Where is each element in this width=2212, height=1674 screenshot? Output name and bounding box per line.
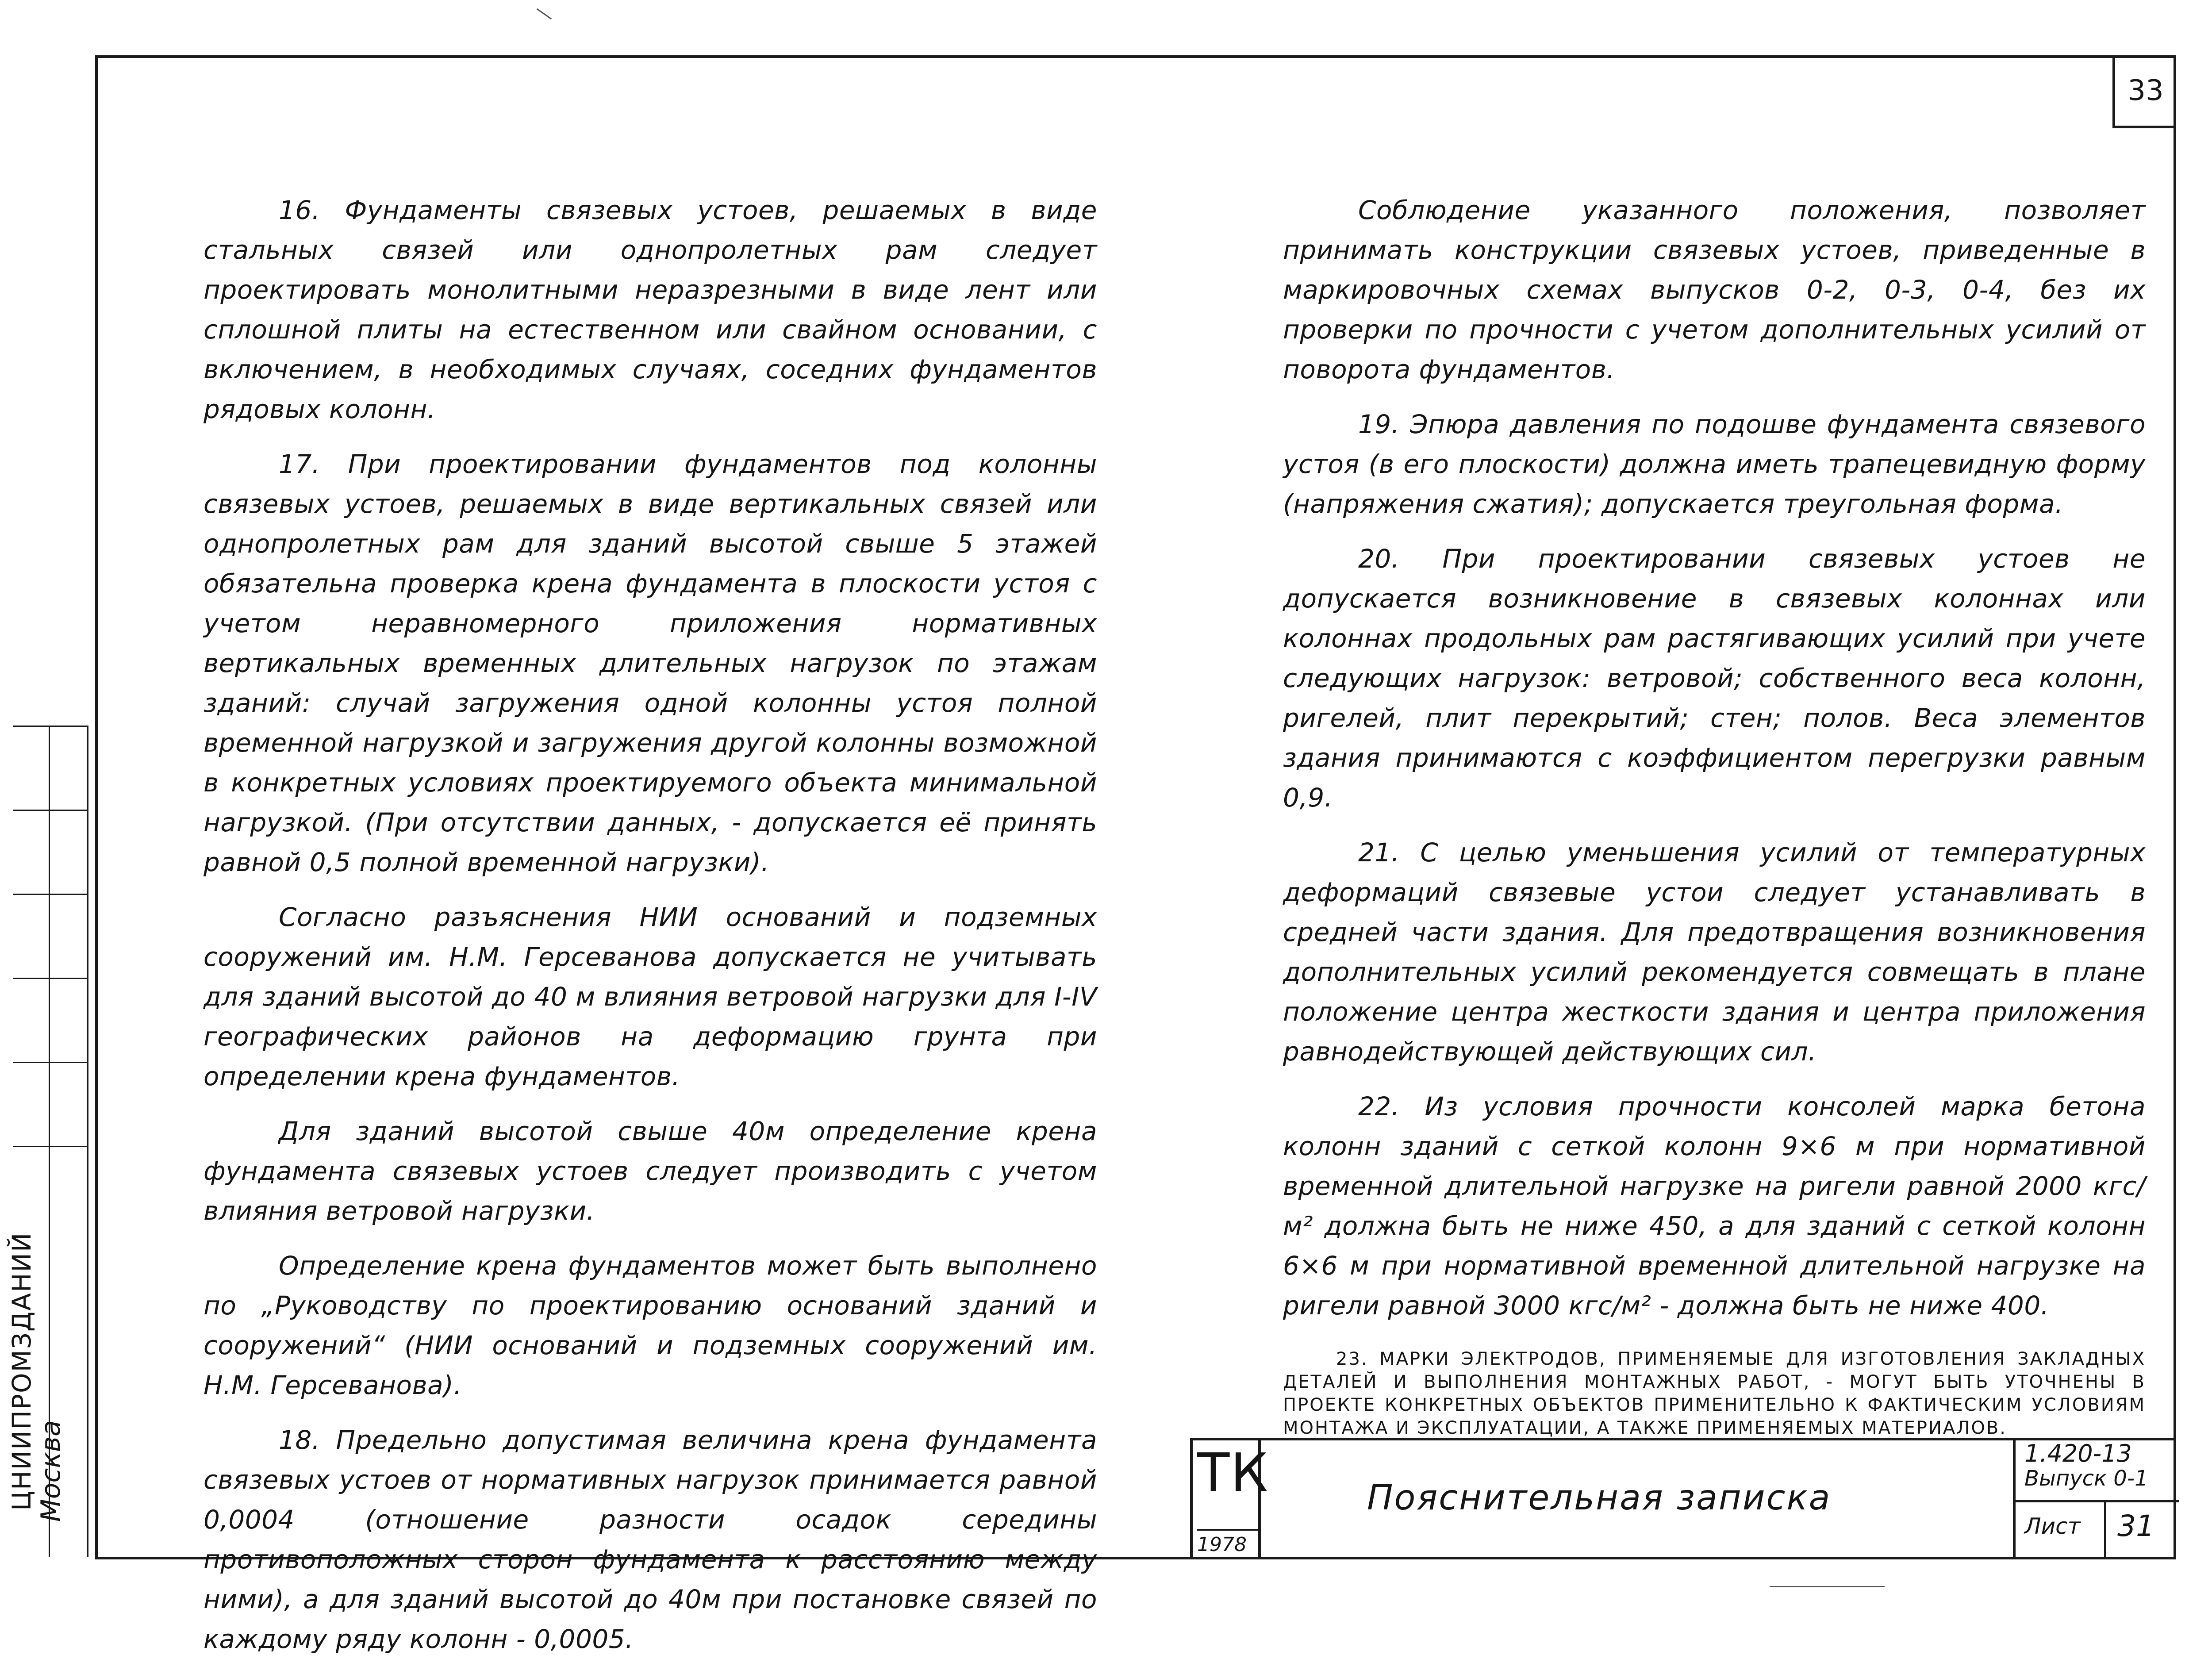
page-number-value: 33 [2128,74,2164,107]
paragraph-20: 20. При проектировании связевых устоев не допускается возникновение в связевых колоннах или колоннах продольных рам растягивающих усилий при учете следующих нагрузок: ветровой; собственного веса колонн, ригелей, плит перекрытий; стен; полов. Веса элементов здания принимаются с коэффициентом перегрузки равным 0,9. [1283,544,2146,813]
sheet-separator [2104,1502,2106,1559]
paragraph-16: 16. Фундаменты связевых устоев, решаемых в виде стальных связей или однопролетных рам следует проектировать монолитными неразрезными в виде лент или сплошной плиты на естественном или свайном основании, с включением, в необходимых случаях, соседних фундаментов рядовых колонн. [204,195,1097,424]
document-title: Пояснительная записка [1367,1478,1832,1518]
title-block-logo-cell [1190,1440,1269,1559]
title-block-divider [2016,1500,2179,1502]
paragraph-18: 18. Предельно допустимая величина крена фундамента связевых устоев от нормативных нагрузок принимается равной 0,0004 (отношение разности осадок середины противоположных сторон фундамента к расстоянию между ними), а для зданий высотой до 40м при постановке связей по каждому ряду колонн - 0,0005. [204,1425,1097,1654]
issue-number: Выпуск 0-1 [2024,1466,2148,1491]
margin-city: Москва [35,1420,66,1522]
right-text-column [1283,190,2146,1455]
sheet-number: 31 [2117,1509,2154,1543]
margin-stamp-row-line [13,726,88,727]
paragraph-17: 17. При проектировании фундаментов под колонны связевых устоев, решаемых в виде вертикальных связей или однопролетных рам для зданий высотой свыше 5 этажей обязательна проверка крена фундамента в плоскости устоя с учетом неравномерного приложения нормативных вертикальных временных длительных нагрузок по этажам зданий: случай загружения одной колонны устоя полной временной нагрузкой и загружения другой колонны возможной в конкретных условиях проектируемого объекта минимальной нагрузкой. (При отсутствии данных, - допускается её принять равной 0,5 полной временной нагрузки). [204,449,1097,877]
title-block-year: 1978 [1197,1529,1259,1556]
paragraph-17-over-40m: Для зданий высотой свыше 40м определение крена фундамента связевых устоев следует производить с учетом влияния ветровой нагрузки. [204,1116,1097,1226]
tk-logo: ТК [1197,1443,1269,1504]
page-number [2112,55,2176,128]
margin-stamp-row-line [13,978,88,979]
paragraph-17-guide-reference: Определение крена фундаментов может быть выполнено по „Руководству по проектированию оснований зданий и сооружений“ (НИИ оснований и подземных сооружений им. Н.М. Герсеванова). [204,1251,1097,1400]
margin-stamp-row-line [13,1062,88,1063]
title-block [1190,1438,2176,1559]
paragraph-18-continued: Соблюдение указанного положения, позволяет принимать конструкции связевых устоев, приведенные в маркировочных схемах выпусков 0-2, 0-3, 0-4, без их проверки по прочности с учетом дополнительных усилий от поворота фундаментов. [1283,195,2146,384]
paragraph-23-note: 23. МАРКИ ЭЛЕКТРОДОВ, ПРИМЕНЯЕМЫЕ ДЛЯ ИЗГОТОВЛЕНИЯ ЗАКЛАДНЫХ ДЕТАЛЕЙ И ВЫПОЛНЕНИЯ МОНТАЖНЫХ РАБОТ, - МОГУТ БЫТЬ УТОЧНЕНЫ В ПРОЕКТЕ КОНКРЕТНЫХ ОБЪЕКТОВ ПРИМЕНИТЕЛЬНО К ФАКТИЧЕСКИМ УСЛОВИЯМ МОНТАЖА И ЭКСПЛУАТАЦИИ, А ТАКЖЕ ПРИМЕНЯЕМЫХ МАТЕРИАЛОВ. [1283,1349,2146,1438]
title-block-info [2013,1440,2176,1559]
paragraph-19: 19. Эпюра давления по подошве фундамента связевого устоя (в его плоскости) должна иметь трапецевидную форму (напряжения сжатия); допускается треугольная форма. [1283,409,2146,519]
margin-stamp-row-line [13,810,88,811]
scan-artifact [1770,1586,1885,1587]
paragraph-21: 21. С целью уменьшения усилий от температурных деформаций связевые устои следует устанавливать в средней части здания. Для предотвращения возникновения дополнительных усилий рекомендуется совмещать в плане положение центра жесткости здания и центра приложения равнодействующей действующих сил. [1283,837,2146,1067]
left-text-column [204,190,1097,1674]
scan-artifact [537,8,552,19]
margin-stamp-row-line [13,894,88,895]
paragraph-17-nii-clarification: Согласно разъяснения НИИ оснований и подземных сооружений им. Н.М. Герсеванова допускается не учитывать для зданий высотой до 40 м влияния ветровой нагрузки для I-IV географических районов на деформацию грунта при определении крена фундаментов. [204,902,1097,1091]
margin-organization: ЦНИИПРОМЗДАНИЙ [7,1232,37,1511]
margin-stamp-row-line [13,1146,88,1147]
paragraph-22: 22. Из условия прочности консолей марка бетона колонн зданий с сеткой колонн 9×6 м при нормативной временной длительной нагрузке на ригели равной 2000 кгс/м² должна быть не ниже 450, а для зданий с сеткой колонн 6×6 м при нормативной временной длительной нагрузке на ригели равной 3000 кгс/м² - должна быть не ниже 400. [1283,1091,2146,1321]
sheet-label: Лист [2024,1513,2081,1539]
series-code: 1.420-13 [2024,1440,2132,1467]
